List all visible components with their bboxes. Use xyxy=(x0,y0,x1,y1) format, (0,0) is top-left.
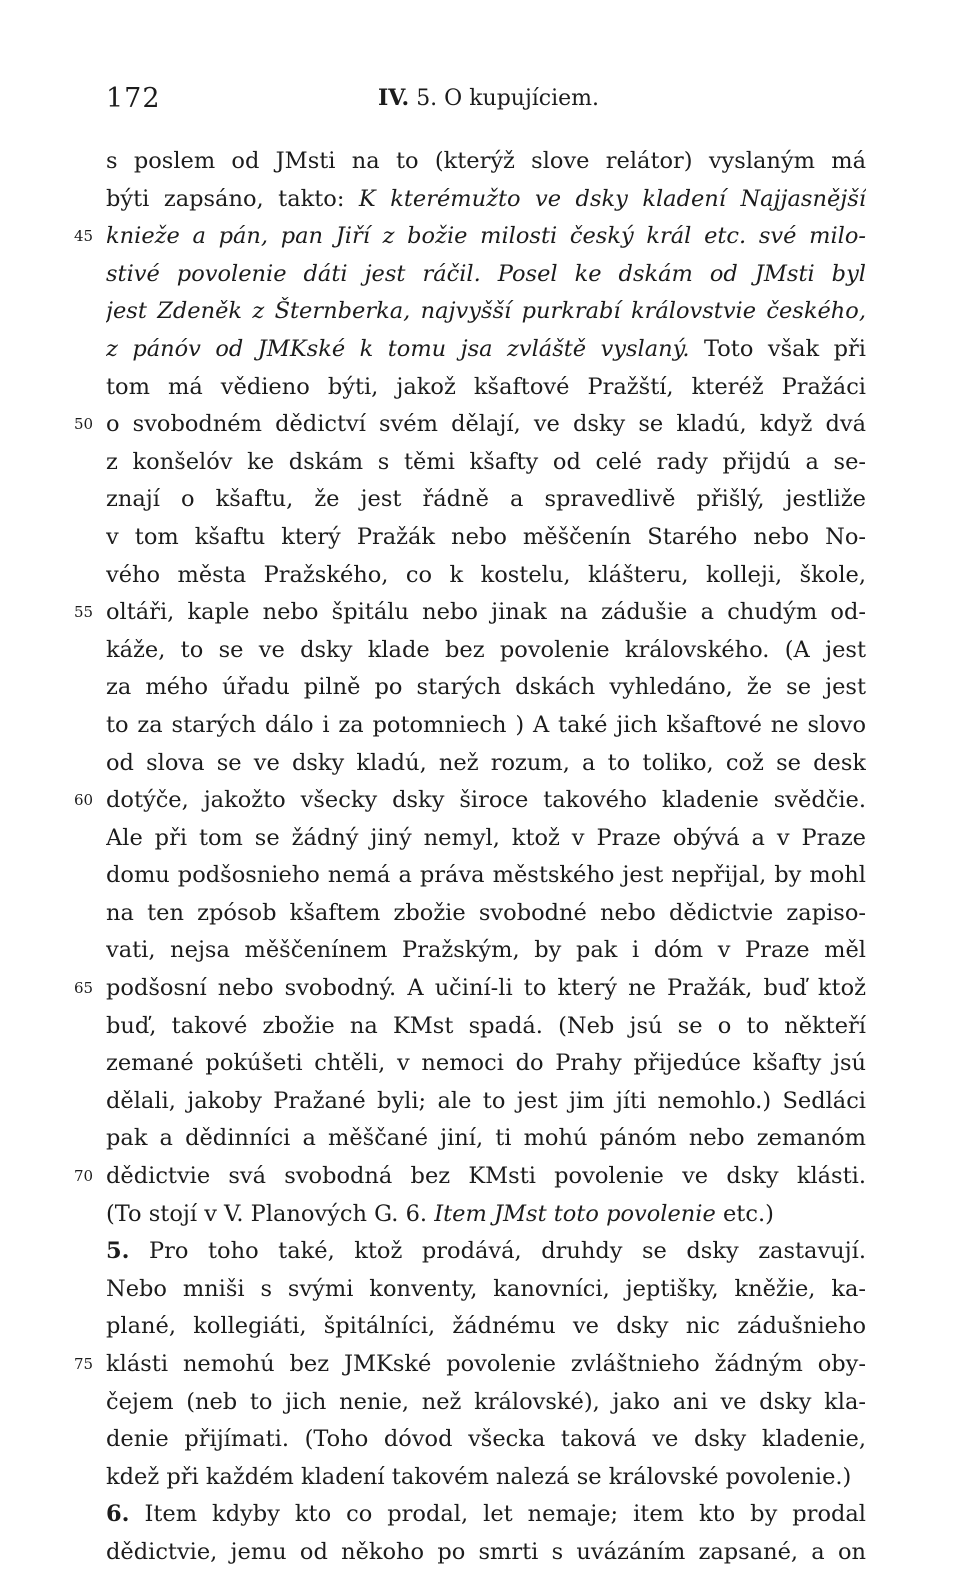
line-text xyxy=(106,181,866,219)
line-text xyxy=(106,218,866,256)
text-segment: (To stojí v V. Planových G. 6. xyxy=(106,1200,435,1227)
text-segment: znají o kšaftu, že jest řádně a spravedlivě přišlý, jestliže xyxy=(106,486,866,513)
text-segment: dotýče, jakožto všecky dsky široce takového kladenie svědčie. xyxy=(106,787,866,814)
text-segment: pak a dědinníci a měščané jiní, ti mohú pánóm nebo zemanóm xyxy=(106,1125,866,1152)
text-line xyxy=(0,857,960,895)
text-segment: klásti nemohú bez JMKské povolenie zvláštnieho žádným oby- xyxy=(106,1351,866,1377)
line-text xyxy=(106,782,866,820)
text-line xyxy=(0,632,960,670)
line-number: 55 xyxy=(74,603,94,622)
line-text xyxy=(106,1421,866,1459)
text-line xyxy=(0,1384,960,1422)
text-line xyxy=(0,406,960,444)
line-text xyxy=(106,669,866,707)
line-text xyxy=(106,1308,866,1346)
text-line xyxy=(0,1158,960,1196)
text-line xyxy=(0,1308,960,1346)
text-line xyxy=(0,481,960,519)
text-line xyxy=(0,1271,960,1309)
line-text xyxy=(106,1384,866,1422)
text-line xyxy=(0,1045,960,1083)
line-text xyxy=(106,1008,866,1046)
line-number: 70 xyxy=(74,1167,94,1186)
running-title xyxy=(378,85,599,111)
text-line xyxy=(0,218,960,256)
text-line xyxy=(0,1196,960,1234)
text-segment: dědictvie, jemu od někoho po smrti s uvázáním zapsané, a on xyxy=(106,1538,866,1565)
line-text xyxy=(106,557,866,595)
text-segment: dědictvie svá svobodná bez KMsti povolenie ve dsky klásti. xyxy=(106,1163,866,1190)
text-segment: na ten zpósob kšaftem zbožie svobodné nebo dědictvie zapiso- xyxy=(106,899,866,926)
text-segment: oltáři, kaple nebo špitálu nebo jinak na zádušie a chudým od- xyxy=(106,599,866,626)
italic-text: Item JMst toto povolenie xyxy=(434,1200,716,1227)
text-line xyxy=(0,1534,960,1572)
text-line xyxy=(0,669,960,707)
body-text xyxy=(0,143,960,1572)
text-line xyxy=(0,932,960,970)
text-line xyxy=(0,1346,960,1384)
line-number: 65 xyxy=(74,979,94,998)
line-text xyxy=(106,293,866,331)
line-text xyxy=(106,331,866,369)
text-line xyxy=(0,1233,960,1271)
line-text xyxy=(106,932,866,970)
line-text xyxy=(106,1233,866,1271)
text-line xyxy=(0,1083,960,1121)
text-line xyxy=(0,782,960,820)
text-segment: tom má vědieno býti, jakož kšaftové Pražští, kteréž Pražáci xyxy=(106,373,866,400)
text-line xyxy=(0,1459,960,1497)
line-text xyxy=(106,1120,866,1158)
line-text xyxy=(106,143,866,181)
line-text xyxy=(106,1196,866,1234)
line-text xyxy=(106,1496,866,1534)
text-segment: vati, nejsa měščenínem Pražským, by pak i dóm v Praze měl xyxy=(106,937,866,964)
text-line xyxy=(0,1421,960,1459)
text-segment: zemané pokúšeti chtěli, v nemoci do Prahy přijedúce kšafty jsú xyxy=(106,1050,866,1077)
text-line xyxy=(0,369,960,407)
text-line xyxy=(0,820,960,858)
line-text xyxy=(106,1083,866,1121)
italic-text: jest Zdeněk z Šternberka, najvyšší purkrabí královstvie českého, xyxy=(106,298,866,325)
text-segment: dělali, jakoby Pražané byli; ale to jest jim jíti nemohlo.) Sedláci xyxy=(106,1087,866,1114)
text-segment: Item kdyby kto co prodal, let nemaje; item kto by prodal xyxy=(129,1501,866,1528)
italic-text: K kterémužto ve dsky kladení Najjasnější xyxy=(358,185,866,212)
text-segment: to za starých dálo i za potomniech ) A také jich kšaftové ne slovo xyxy=(106,711,866,738)
text-line xyxy=(0,293,960,331)
text-segment: býti zapsáno, takto: xyxy=(106,185,359,212)
text-segment: denie přijímati. (Toho dóvod všecka taková ve dsky kladenie, xyxy=(106,1426,866,1453)
text-line xyxy=(0,519,960,557)
text-line xyxy=(0,1496,960,1534)
text-segment: Ale při tom se žádný jiný nemyl, ktož v Praze obývá a v Praze xyxy=(106,824,866,851)
line-text xyxy=(106,1534,866,1572)
italic-text: z pánóv od JMKské k tomu jsa zvláště vyslaný. xyxy=(106,335,690,362)
text-segment: z konšelóv ke dskám s těmi kšafty od celé rady přijdú a se- xyxy=(106,448,866,475)
text-segment: čejem (neb to jich nenie, než královské), jako ani ve dsky kla- xyxy=(106,1388,866,1415)
line-text xyxy=(106,519,866,557)
section-title: 5. O kupujíciem. xyxy=(416,86,600,111)
text-line xyxy=(0,1008,960,1046)
text-line xyxy=(0,895,960,933)
text-line xyxy=(0,594,960,632)
text-segment: za mého úřadu pilně po starých dskách vyhledáno, že se jest xyxy=(106,674,866,701)
text-segment: etc.) xyxy=(715,1200,774,1227)
line-text xyxy=(106,481,866,519)
page-number: 172 xyxy=(106,83,161,114)
text-line xyxy=(0,181,960,219)
page-header xyxy=(0,83,960,119)
text-segment: o svobodném dědictví svém dělají, ve dsky se kladú, když dvá xyxy=(106,411,866,438)
line-text xyxy=(106,857,866,895)
line-text xyxy=(106,970,866,1008)
text-line xyxy=(0,143,960,181)
line-text xyxy=(106,745,866,783)
line-text xyxy=(106,1158,866,1196)
chapter-number: IV. xyxy=(378,85,410,111)
line-text xyxy=(106,707,866,745)
line-text xyxy=(106,820,866,858)
line-text xyxy=(106,369,866,407)
text-segment: domu podšosnieho nemá a práva městského jest nepřijal, by mohl xyxy=(106,862,866,889)
line-text xyxy=(106,1346,866,1384)
text-line xyxy=(0,444,960,482)
text-segment: Pro toho také, ktož prodává, druhdy se dsky zastavují. xyxy=(129,1238,866,1265)
line-text xyxy=(106,1045,866,1083)
text-line xyxy=(0,331,960,369)
italic-text: stivé povolenie dáti jest ráčil. Posel ke dskám od JMsti byl xyxy=(106,260,866,287)
line-text xyxy=(106,444,866,482)
section-number: 6. xyxy=(106,1501,130,1528)
text-segment: vého města Pražského, co k kostelu, klášteru, kolleji, škole, xyxy=(106,561,866,588)
text-segment: káže, to se ve dsky klade bez povolenie královského. (A jest xyxy=(106,636,866,663)
line-text xyxy=(106,1271,866,1309)
text-segment: Toto však při xyxy=(689,335,866,362)
text-segment: plané, kollegiáti, špitálníci, žádnému ve dsky nic zádušnieho xyxy=(106,1313,866,1340)
text-segment: v tom kšaftu který Pražák nebo měščenín Starého nebo No- xyxy=(106,523,866,550)
line-text xyxy=(106,632,866,670)
line-number: 60 xyxy=(74,791,94,810)
line-number: 75 xyxy=(74,1355,94,1373)
text-line xyxy=(0,707,960,745)
text-line xyxy=(0,1120,960,1158)
text-line xyxy=(0,557,960,595)
text-line xyxy=(0,745,960,783)
text-line xyxy=(0,970,960,1008)
text-line xyxy=(0,256,960,294)
text-segment: buď, takové zbožie na KMst spadá. (Neb jsú se o to někteří xyxy=(106,1012,866,1039)
line-text xyxy=(106,594,866,632)
text-segment: podšosní nebo svobodný. A učiní-li to který ne Pražák, buď ktož xyxy=(106,975,866,1002)
text-segment: s poslem od JMsti na to (kterýž slove relátor) vyslaným má xyxy=(106,148,866,174)
line-text xyxy=(106,406,866,444)
line-text xyxy=(106,1459,866,1497)
line-text xyxy=(106,256,866,294)
italic-text: knieže a pán, pan Jiří z božie milosti český král etc. své milo- xyxy=(106,223,866,250)
text-segment: Nebo mniši s svými konventy, kanovníci, jeptišky, kněžie, ka- xyxy=(106,1275,866,1302)
text-segment: od slova se ve dsky kladú, než rozum, a to toliko, což se desk xyxy=(106,749,866,776)
line-text xyxy=(106,895,866,933)
section-number: 5. xyxy=(106,1238,130,1265)
line-number: 45 xyxy=(74,227,94,246)
text-segment: kdež při každém kladení takovém nalezá se královské povolenie.) xyxy=(106,1463,852,1490)
line-number: 50 xyxy=(74,415,94,434)
